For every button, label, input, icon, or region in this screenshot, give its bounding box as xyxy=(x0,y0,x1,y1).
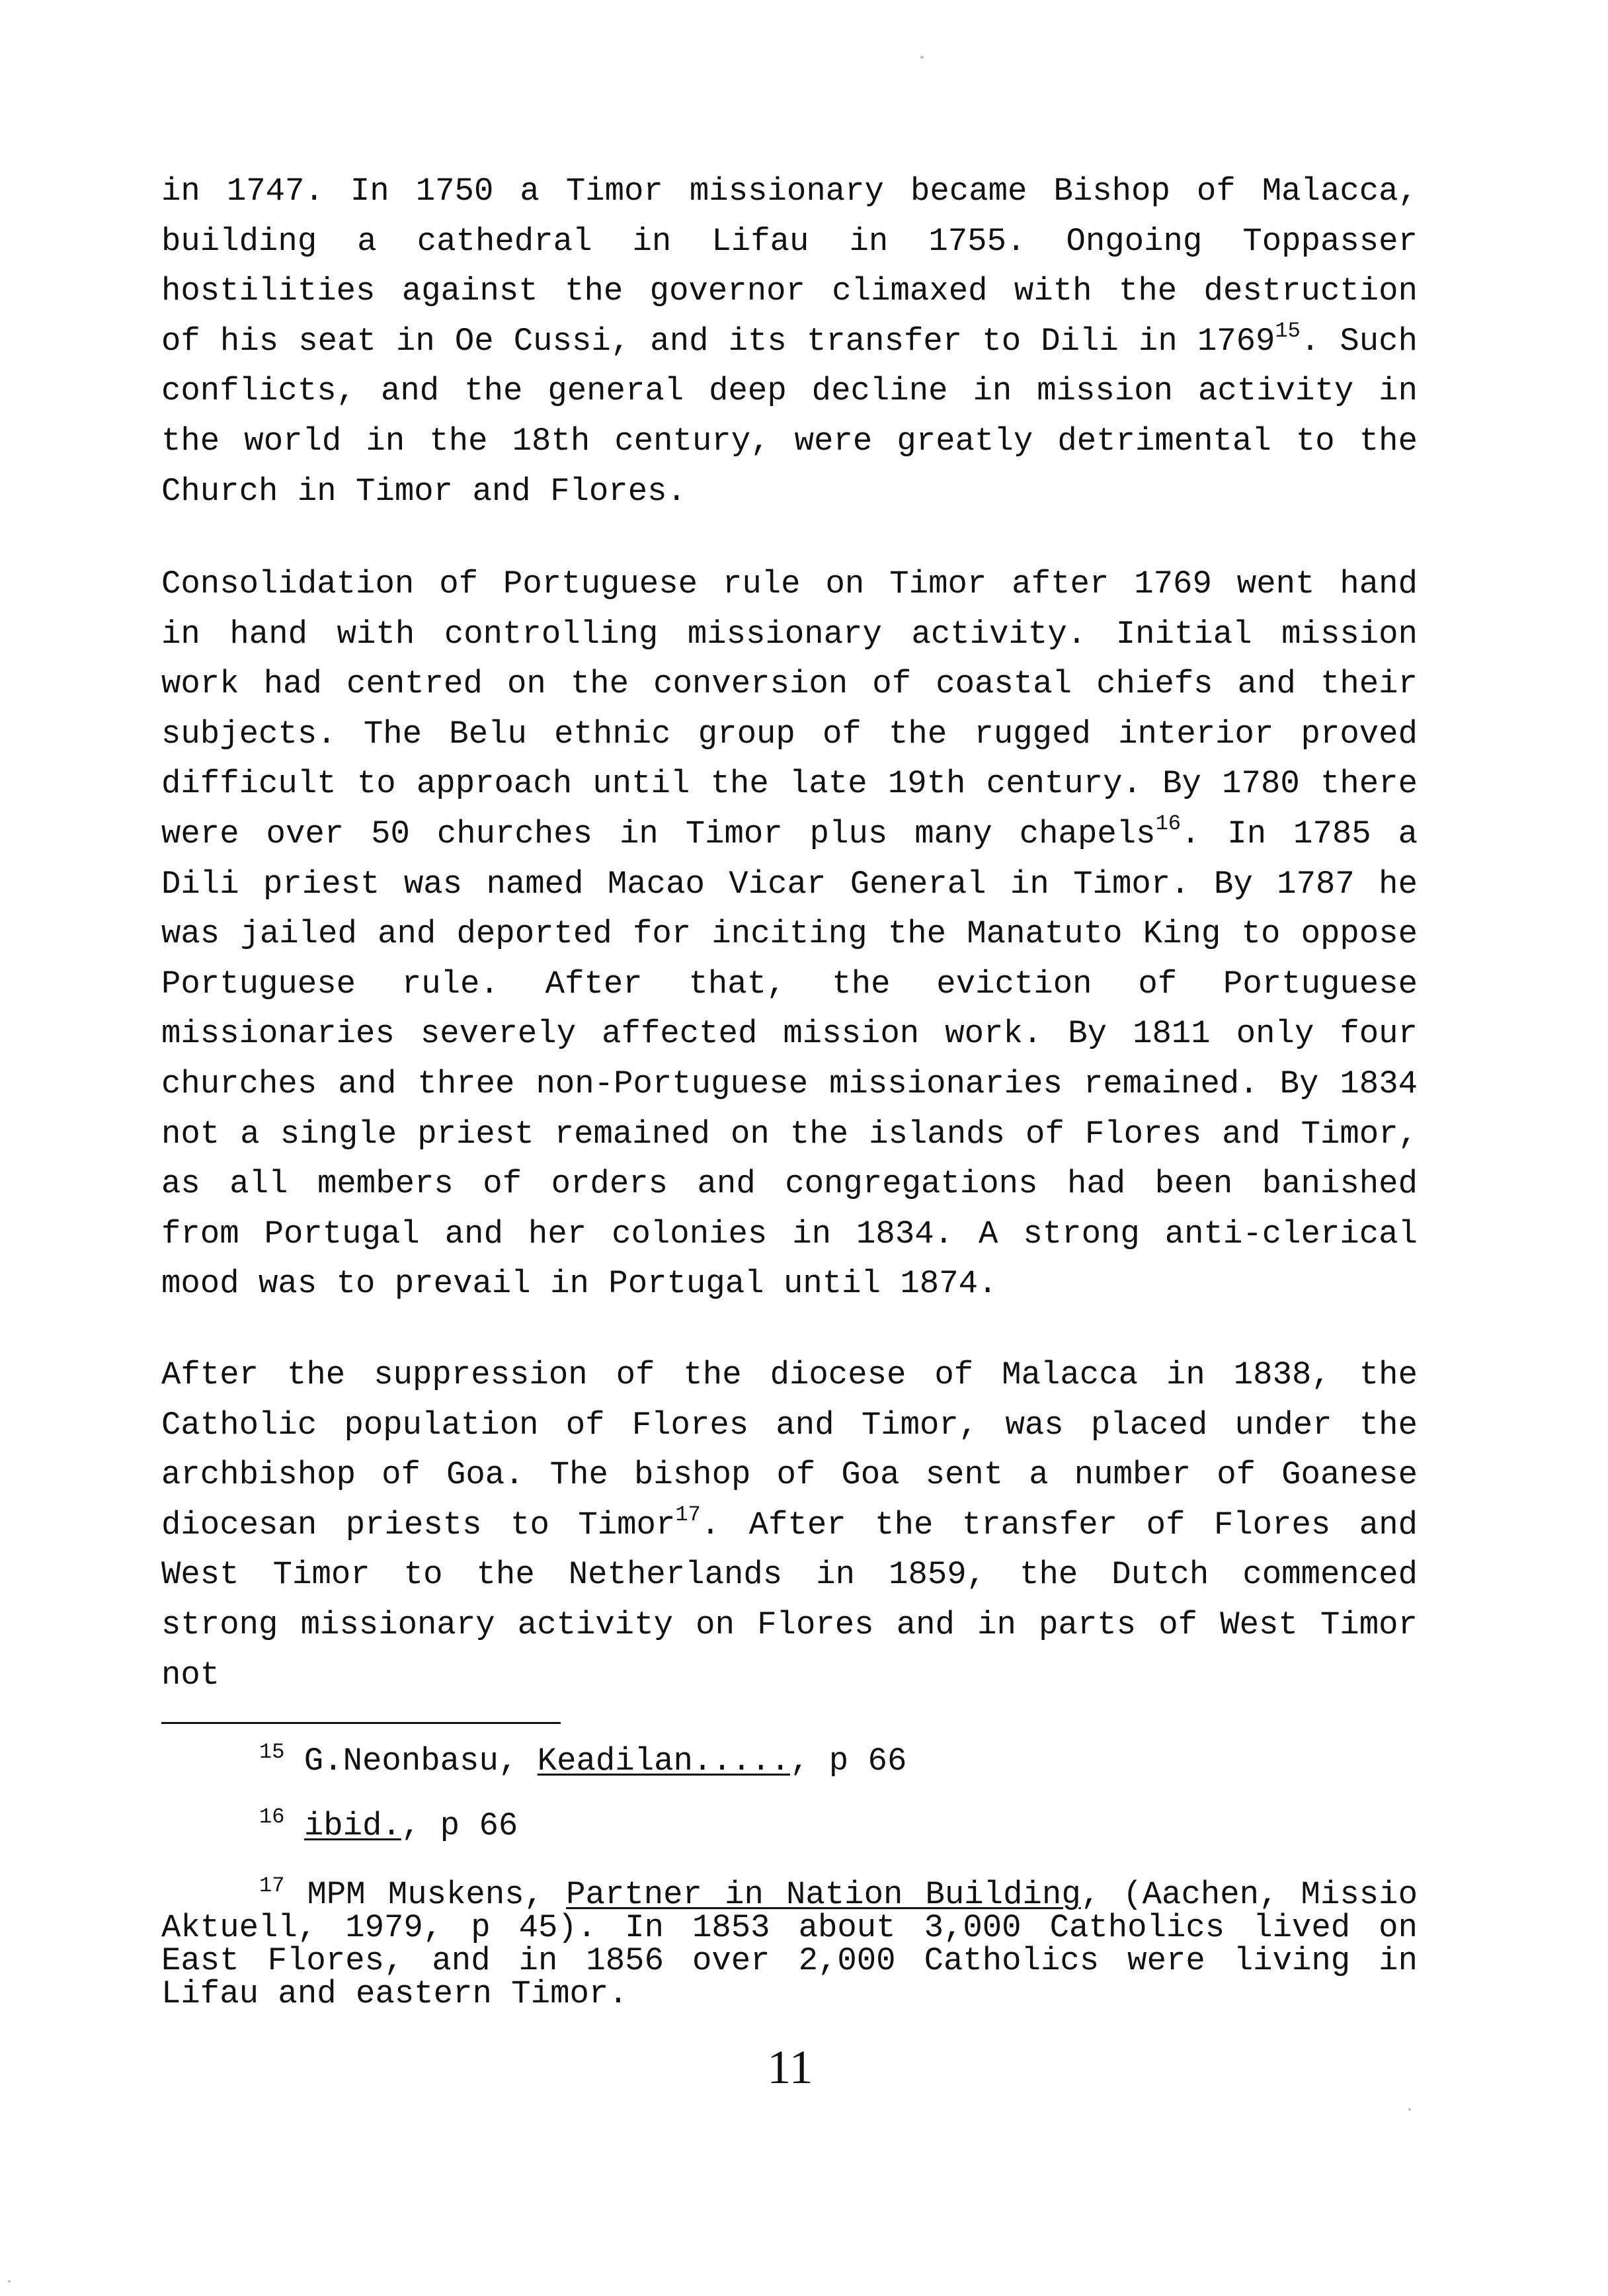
footnote-number: 17 xyxy=(259,1873,285,1898)
paragraph-text: in 1747. In 1750 a Timor missionary became Bishop of Malacca, building a cathedral in Lifau in 1755. Ongoing Toppasser hostilities against the governor climaxed with the destruction of his seat in Oe Cussi, and its transfer to Dili in 1769 xyxy=(161,173,1418,360)
footnote-cited-title: Keadilan..... xyxy=(537,1742,790,1780)
scan-speck xyxy=(920,56,924,59)
footnote-text: , (Aachen, Missio Aktuell, 1979, p 45). In 1853 about 3,000 Catholics lived on East Flores, and in 1856 over 2,000 Catholics were living in Lifau and eastern Timor. xyxy=(161,1876,1418,2012)
footnote-number: 16 xyxy=(259,1805,285,1829)
footnote-reference-16[interactable]: 16 xyxy=(1155,811,1181,836)
footnote-15 xyxy=(161,1740,1418,1780)
footnote-cited-title: ibid. xyxy=(303,1807,401,1844)
footnote-cited-title: Partner in Nation Building xyxy=(566,1876,1081,1913)
footnote-number: 15 xyxy=(259,1740,285,1764)
body-paragraph-1 xyxy=(161,167,1418,516)
paragraph-text: . Such conflicts, and the general deep decline in mission activity in the world in the 18th century, were greatly detrimental to the Church in Timor and Flores. xyxy=(161,322,1418,510)
paragraph-text: Consolidation of Portuguese rule on Timor after 1769 went hand in hand with controlling missionary activity. Initial mission work had centred on the conversion of coastal chiefs and their subjects. The Belu ethnic group of the rugged interior proved difficult to approach until the late 19th century. By 1780 there were over 50 churches in Timor plus many chapels xyxy=(161,565,1418,852)
footnote-separator xyxy=(161,1722,561,1724)
page-number: 11 xyxy=(767,2041,813,2094)
scan-speck xyxy=(1408,2108,1411,2111)
body-paragraph-2 xyxy=(161,559,1418,1309)
footnote-text: , p 66 xyxy=(789,1742,907,1780)
footnote-text: , p 66 xyxy=(401,1807,518,1844)
footnote-text xyxy=(284,1807,303,1844)
footnote-text: MPM Muskens, xyxy=(284,1876,567,1913)
footnote-16 xyxy=(161,1805,1418,1844)
paragraph-text: After the suppression of the diocese of Malacca in 1838, the Catholic population of Flores and Timor, was placed under the archbishop of Goa. The bishop of Goa sent a number of Goanese diocesan priests to Timor xyxy=(161,1356,1418,1543)
paragraph-text: . After the transfer of Flores and West Timor to the Netherlands in 1859, the Dutch commenced strong missionary activity on Flores and in parts of West Timor not xyxy=(161,1506,1418,1694)
scan-speck xyxy=(8,2280,11,2283)
footnote-reference-15[interactable]: 15 xyxy=(1275,318,1301,343)
body-paragraph-3 xyxy=(161,1350,1418,1700)
footnote-reference-17[interactable]: 17 xyxy=(675,1502,701,1527)
footnote-17 xyxy=(161,1873,1418,2012)
footnote-text: G.Neonbasu, xyxy=(284,1742,538,1780)
paragraph-text: . In 1785 a Dili priest was named Macao Vicar General in Timor. By 1787 he was jailed and deported for inciting the Manatuto King to oppose Portuguese rule. After that, the eviction of Portuguese missionaries severely affected mission work. By 1811 only four churches and three non-Portuguese missionaries remained. By 1834 not a single priest remained on the islands of Flores and Timor, as all members of orders and congregations had been banished from Portugal and her colonies in 1834. A strong anti-clerical mood was to prevail in Portugal until 1874. xyxy=(161,815,1418,1303)
